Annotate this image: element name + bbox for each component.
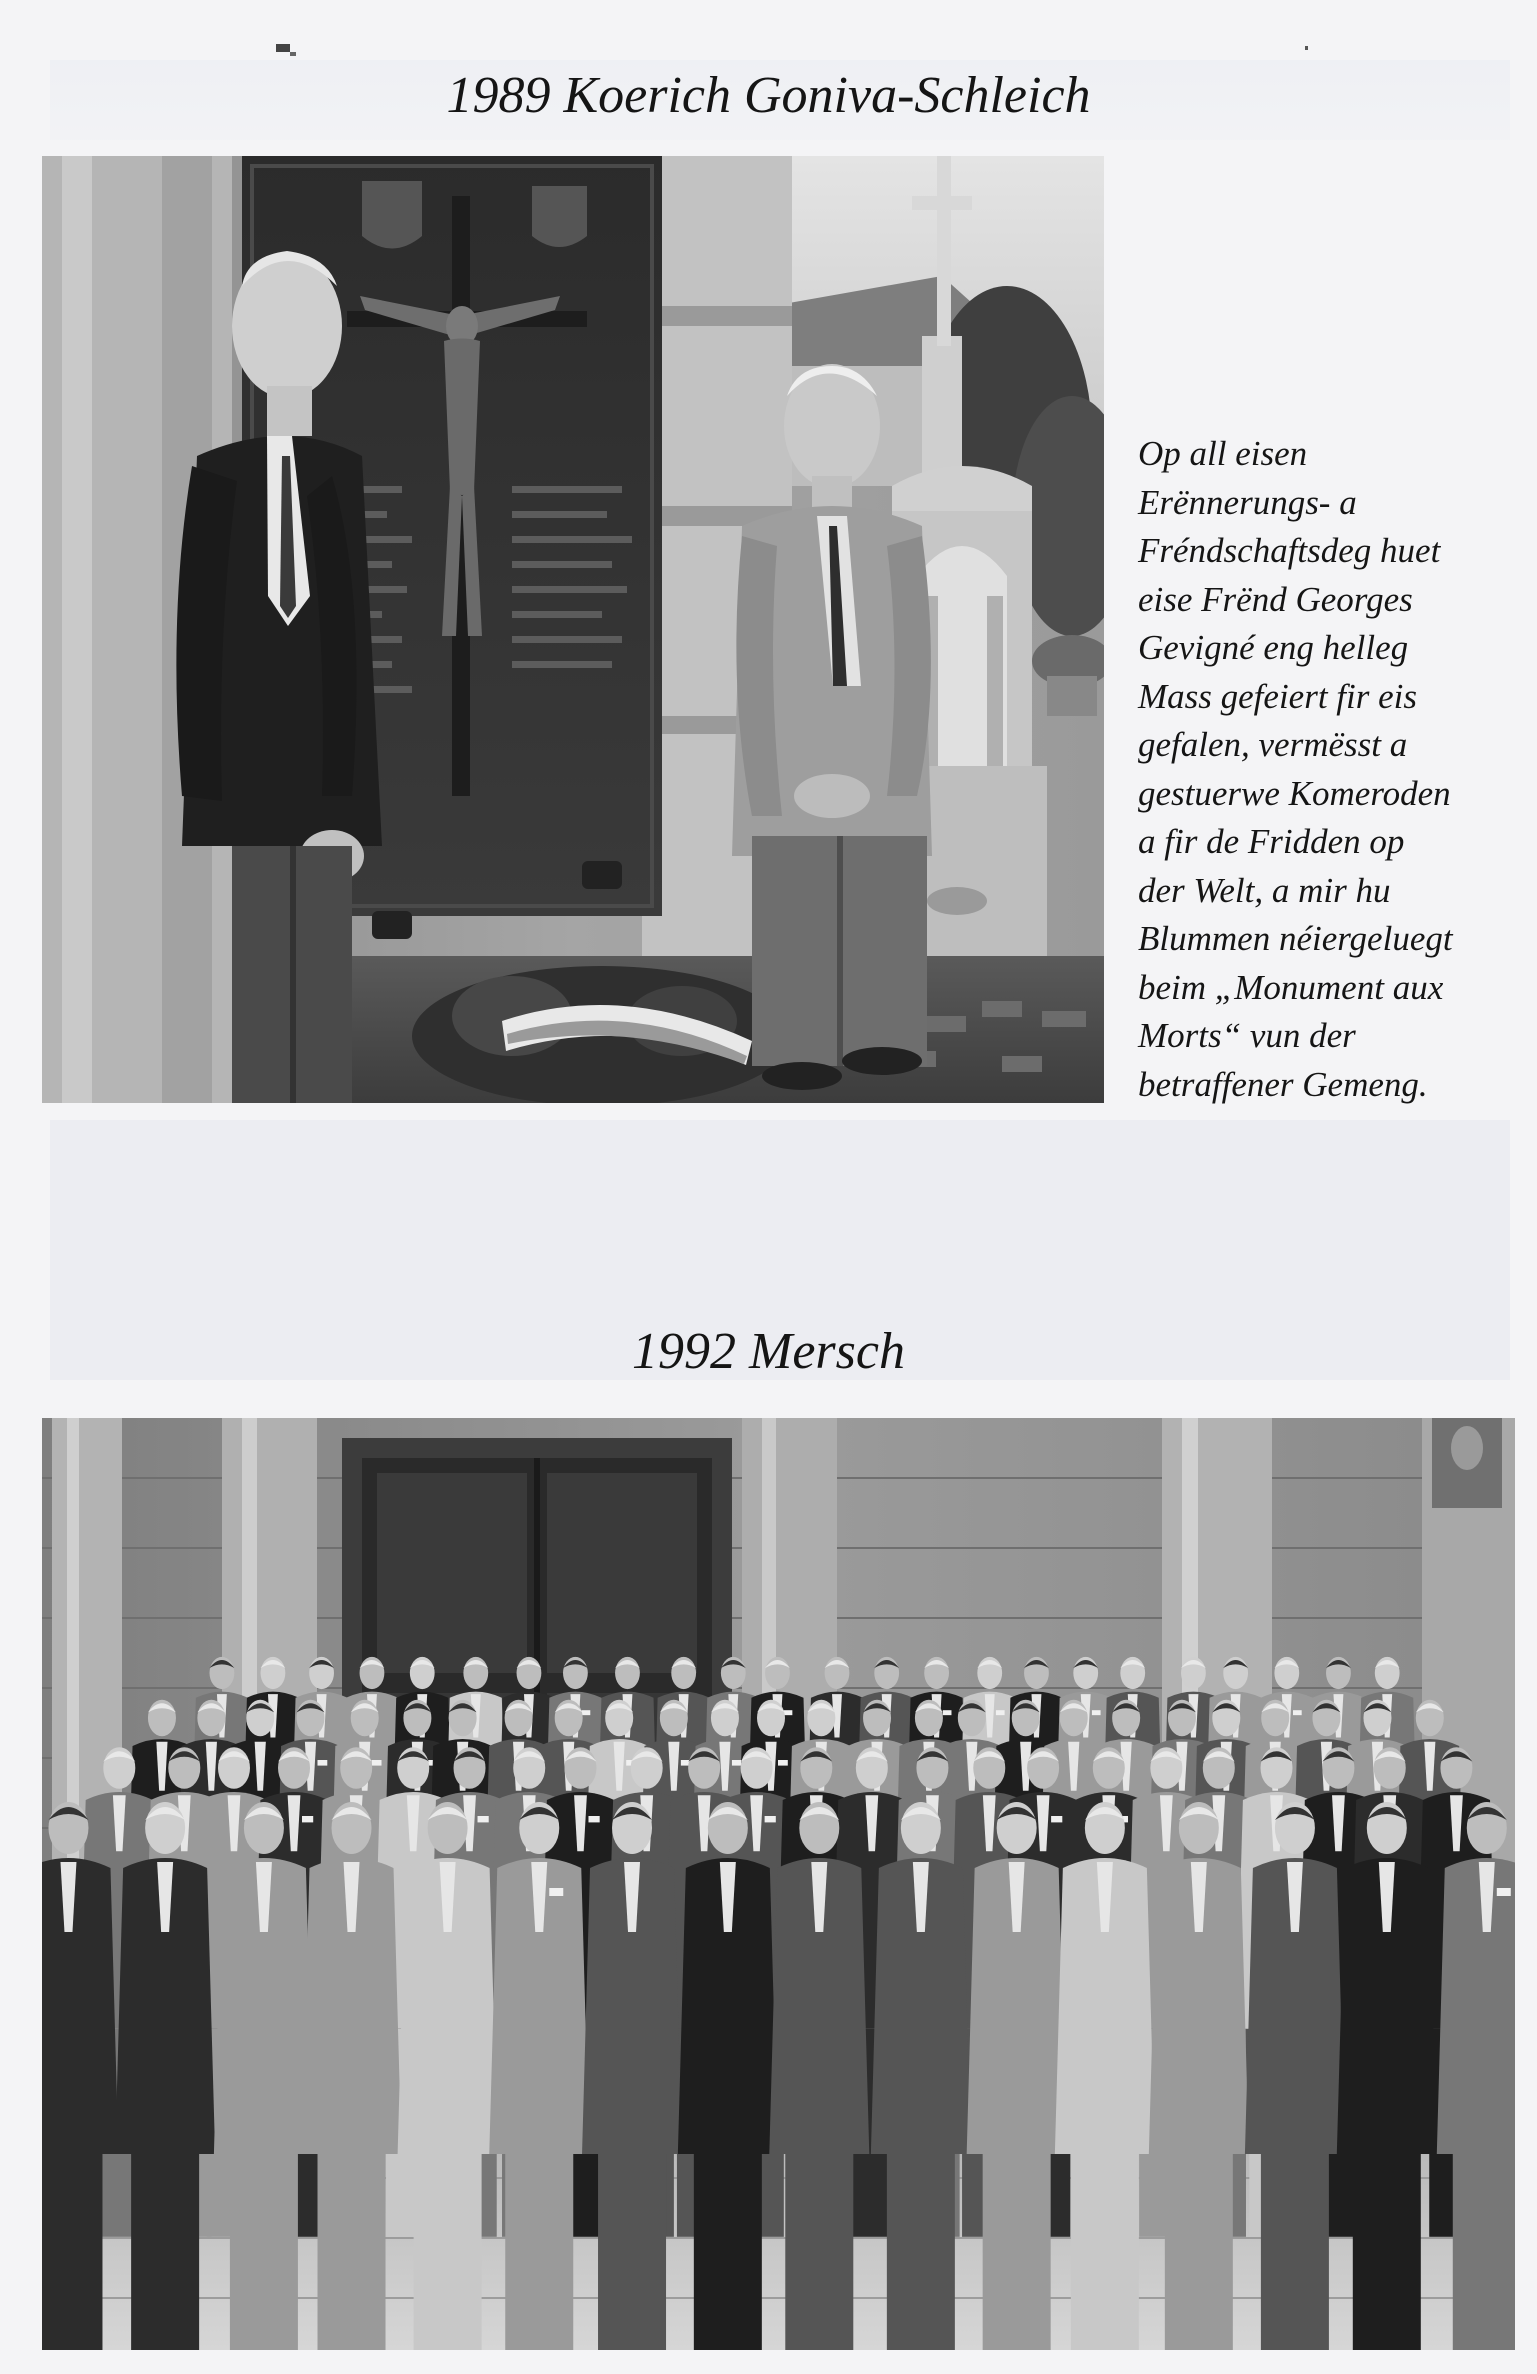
text-line: Morts“ vun der — [1138, 1016, 1356, 1055]
text-line: gestuerwe Komeroden — [1138, 773, 1451, 813]
text-line: Erënnerungs- a — [1138, 482, 1357, 522]
text-line: a fir de Fridden op — [1138, 822, 1405, 861]
text-line: Fréndschaftsdeg huet — [1138, 531, 1441, 570]
memorial-description-text — [1138, 430, 1518, 1109]
text-line: eise Frënd Georges — [1138, 579, 1413, 619]
text-line: Mass gefeiert fir eis — [1138, 676, 1417, 716]
photo-memorial-ceremony — [42, 156, 1104, 1103]
text-line: Op all eisen — [1138, 434, 1308, 473]
caption-1989-koerich: 1989 Koerich Goniva-Schleich — [446, 67, 1091, 124]
photo-group-mersch-image — [42, 1418, 1515, 2350]
text-line: gefalen, vermësst a — [1138, 725, 1408, 764]
text-line: beim „Monument aux — [1138, 967, 1444, 1007]
photo-group-mersch — [42, 1418, 1515, 2350]
text-line: Blummen néiergeluegt — [1138, 919, 1453, 958]
text-line: Gevigné eng helleg — [1138, 628, 1409, 667]
text-line: betraffener Gemeng. — [1138, 1064, 1428, 1104]
caption-1992-mersch: 1992 Mersch — [632, 1323, 905, 1380]
text-line: der Welt, a mir hu — [1138, 870, 1391, 910]
photo-memorial-ceremony-image — [42, 156, 1104, 1103]
